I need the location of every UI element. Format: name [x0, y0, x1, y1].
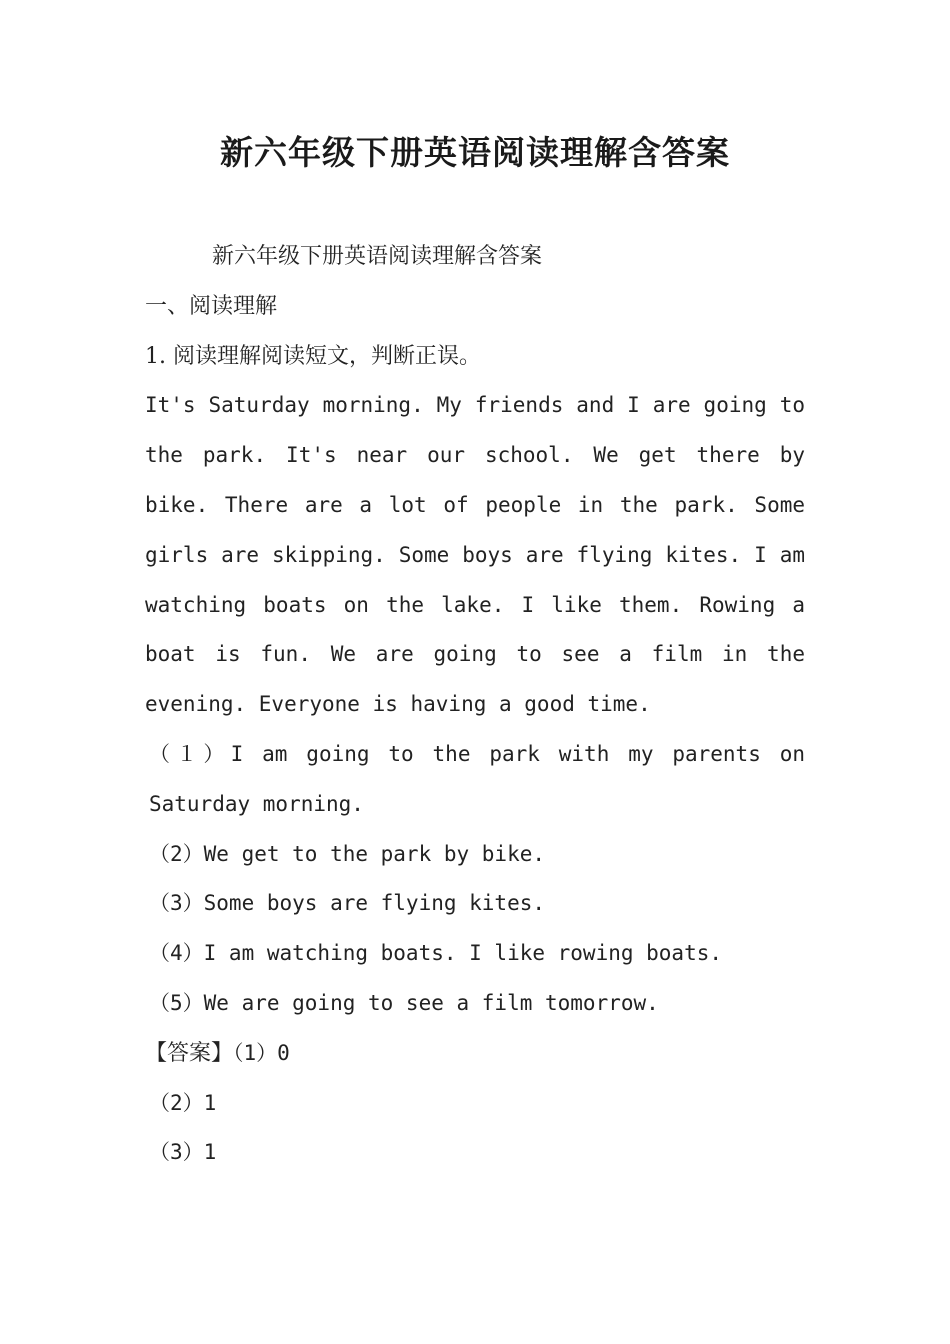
answer-3: （3）1 — [149, 1140, 217, 1165]
statement-2: （2）We get to the park by bike. — [149, 841, 546, 866]
answer-block — [145, 1029, 805, 1079]
reading-passage: It's Saturday morning. My friends and I are going to the park. It's near our school. We get there by bike. There are a lot of people in the park. Some girls are skipping. Some boys are flying kites. I am watching boats on the lake. I like them. Rowing a boat is fun. We are going to see a film in the evening. Everyone is having a good time. — [145, 393, 805, 717]
question-intro: 1. 阅读理解阅读短文，判断正误。 — [145, 343, 481, 369]
statement-4: （4）I am watching boats. I like rowing boats. — [149, 941, 723, 966]
answer-1: （1）0 — [233, 1040, 290, 1065]
section-heading: 一、阅读理解 — [145, 293, 278, 319]
document-title: 新六年级下册英语阅读理解含答案 — [220, 133, 730, 172]
statement-3: （3）Some boys are flying kites. — [149, 891, 546, 916]
answer-label: 【答案】 — [145, 1040, 234, 1066]
statement-1: （１）I am going to the park with my parents on Saturday morning. — [149, 741, 805, 816]
statement-5: （5）We are going to see a film tomorrow. — [149, 990, 659, 1015]
document-body — [145, 232, 805, 1178]
document-subtitle: 新六年级下册英语阅读理解含答案 — [212, 244, 543, 269]
answer-2: （2）1 — [149, 1090, 217, 1115]
